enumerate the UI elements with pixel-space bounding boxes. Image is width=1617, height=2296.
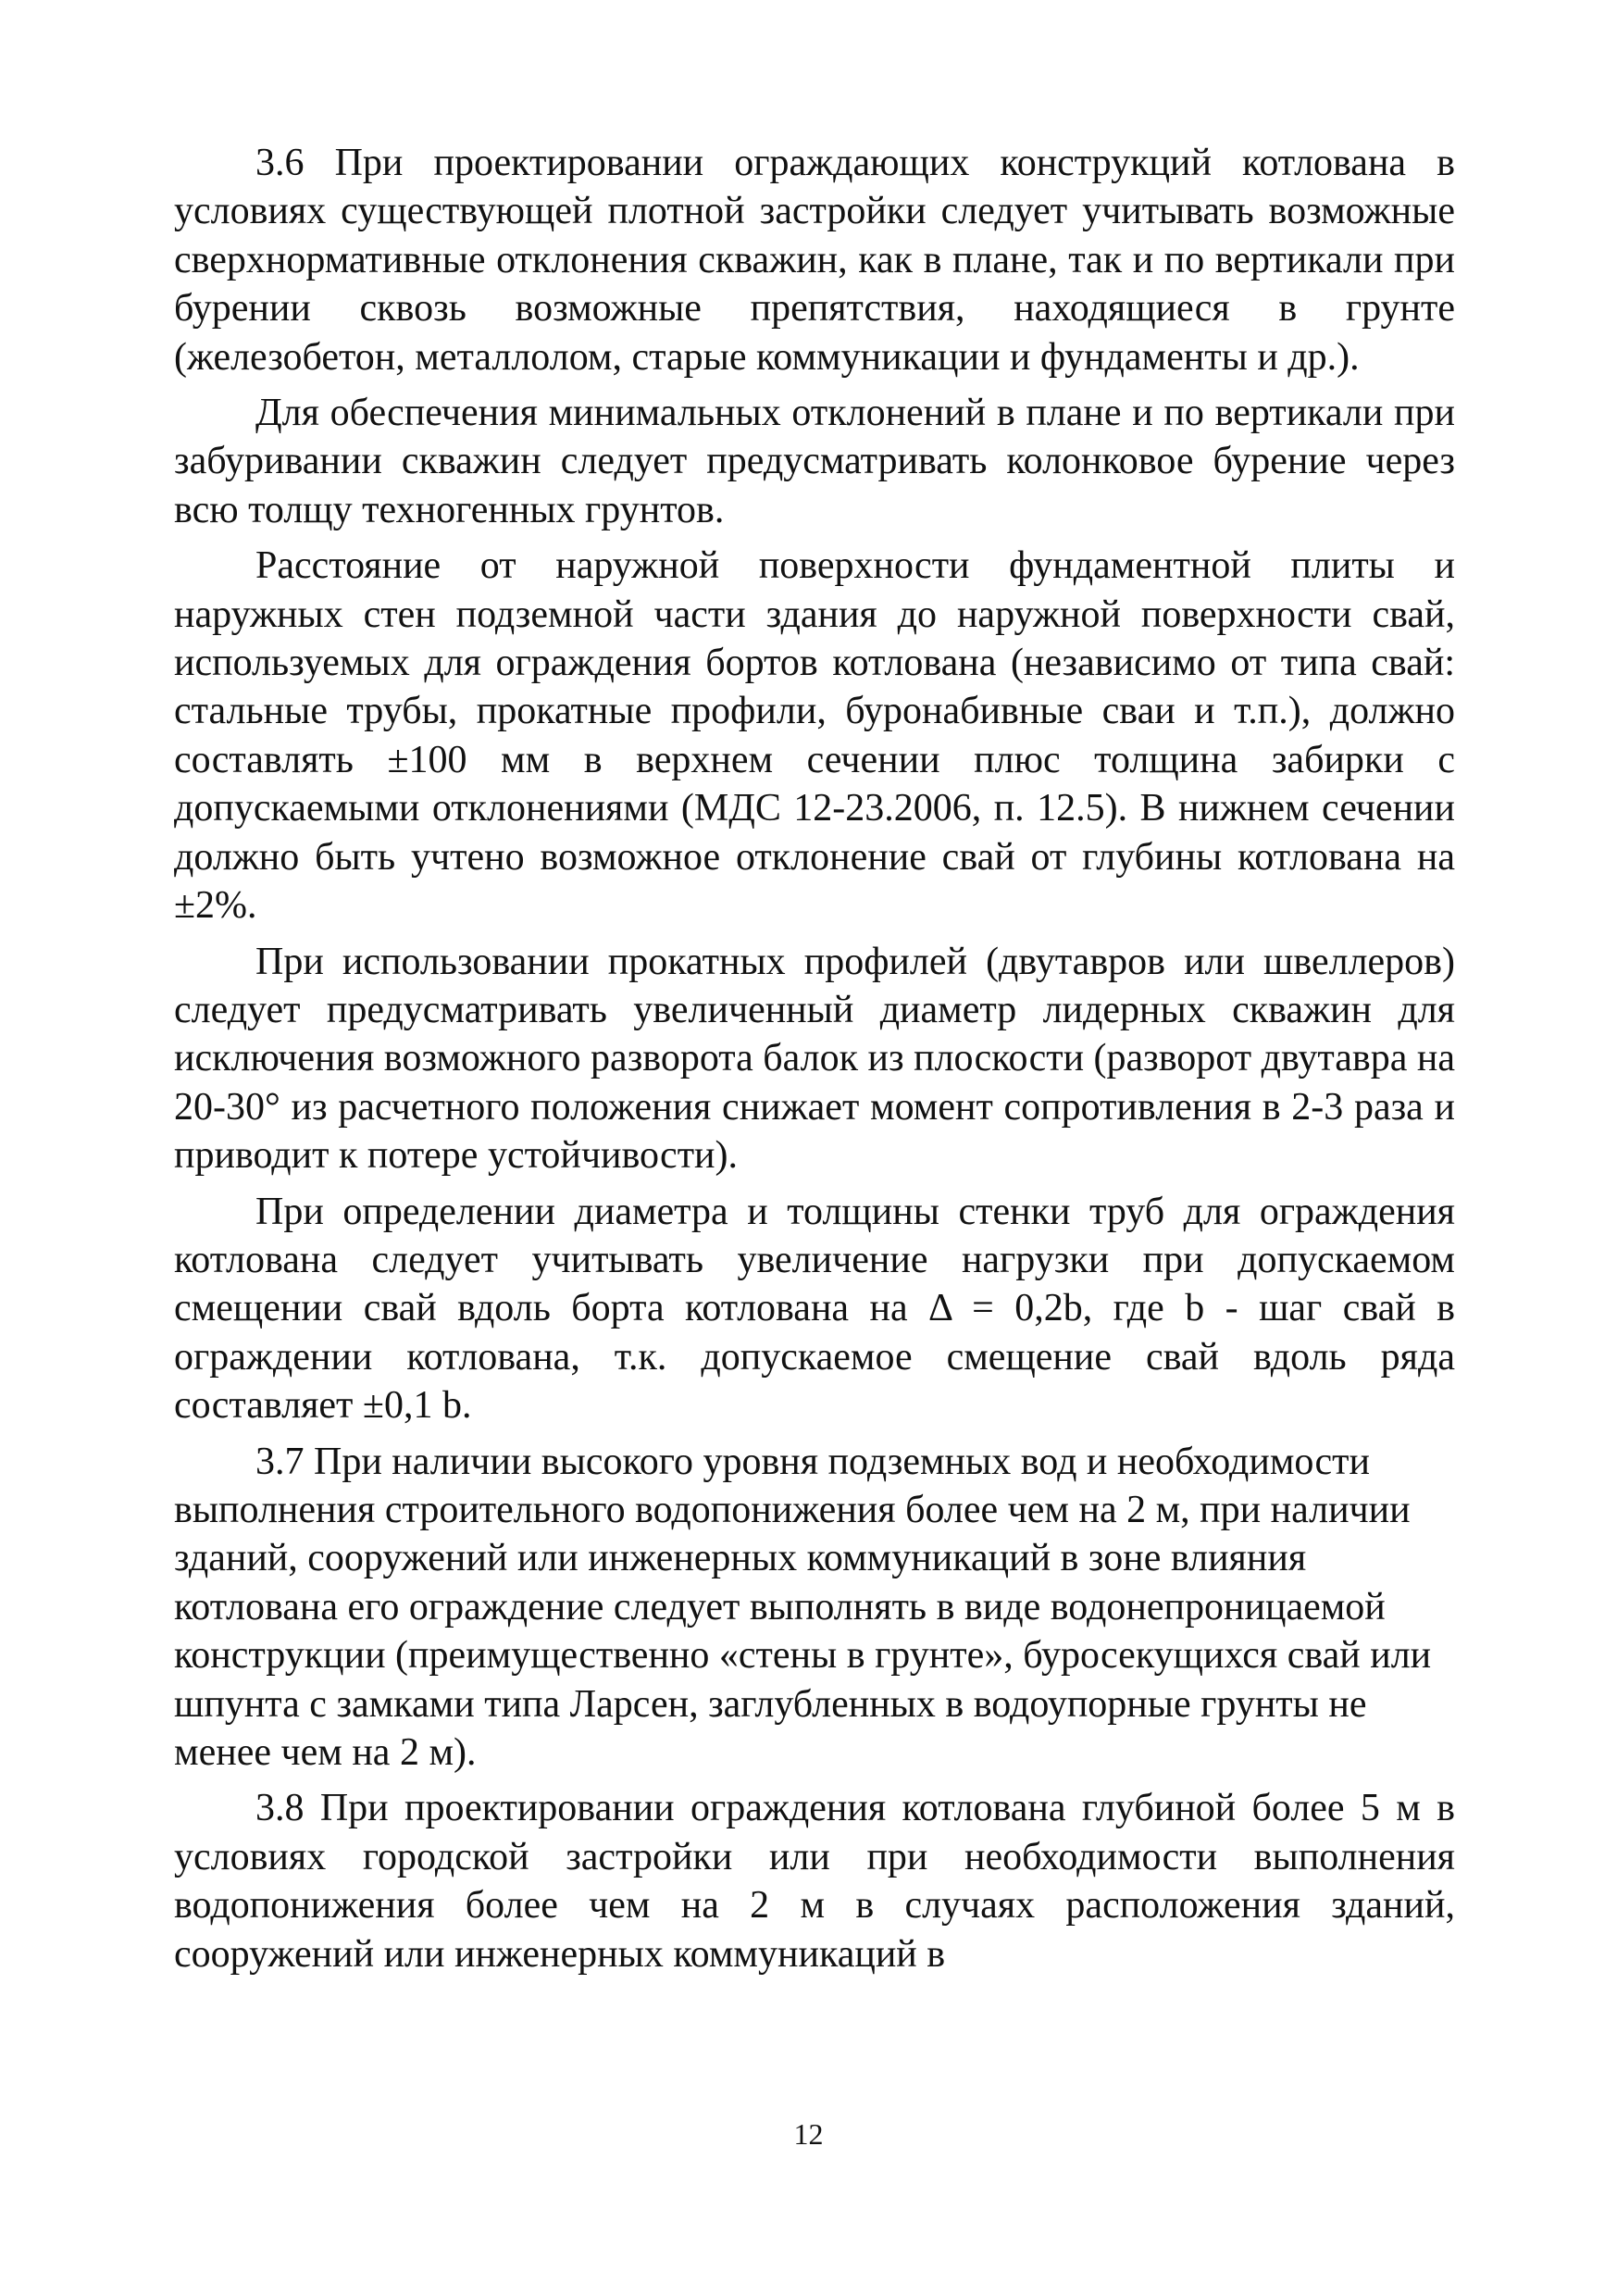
document-body	[174, 139, 1455, 1986]
paragraph-pipe-diameter: При определении диаметра и толщины стенки труб для ограждения котлована следует учитывать увеличение нагрузки при допускаемом смещении свай вдоль борта котлована на Δ = 0,2b, где b - шаг свай в ограждении котлована, т.к. допускаемое смещение свай вдоль ряда составляет ±0,1 b.	[174, 1190, 1455, 1428]
paragraph-3-8: 3.8 При проектировании ограждения котлована глубиной более 5 м в условиях городской застройки или при необходимости выполнения водопонижения более чем на 2 м в случаях расположения зданий, сооружений или инженерных коммуникаций в	[174, 1787, 1455, 1976]
paragraph-3-7: 3.7 При наличии высокого уровня подземных вод и необходимости выполнения строительного водопонижения более чем на 2 м, при наличии зданий, сооружений или инженерных коммуникаций в зоне влияния котлована его ограждение следует выполнять в виде водонепроницаемой конструкции (преимущественно «стены в грунте», буросекущихся свай или шпунта с замками типа Ларсен, заглубленных в водоупорные грунты не менее чем на 2 м).	[174, 1440, 1432, 1774]
paragraph-deviation-minimization: Для обеспечения минимальных отклонений в плане и по вертикали при забуривании скважин следует предусматривать колонковое бурение через всю толщу техногенных грунтов.	[174, 392, 1455, 531]
paragraph-3-6: 3.6 При проектировании ограждающих конструкций котлована в условиях существующей плотной застройки следует учитывать возможные сверхнормативные отклонения скважин, как в плане, так и по вертикали при бурении сквозь возможные препятствия, находящиеся в грунте (железобетон, металлолом, старые коммуникации и фундаменты и др.).	[174, 142, 1455, 379]
paragraph-rolled-profiles: При использовании прокатных профилей (двутавров или швеллеров) следует предусматривать увеличенный диаметр лидерных скважин для исключения возможного разворота балок из плоскости (разворот двутавра на 20-30° из расчетного положения снижает момент сопротивления в 2-3 раза и приводит к потере устойчивости).	[174, 940, 1455, 1178]
paragraph-pile-distance: Расстояние от наружной поверхности фундаментной плиты и наружных стен подземной части здания до наружной поверхности свай, используемых для ограждения бортов котлована (независимо от типа свай: стальные трубы, прокатные профили, буронабивные сваи и т.п.), должно составлять ±100 мм в верхнем сечении плюс толщина забирки с допускаемыми отклонениями (МДС 12-23.2006, п. 12.5). В нижнем сечении должно быть учтено возможное отклонение свай от глубины котлована на ±2%.	[174, 544, 1455, 928]
page-number: 12	[793, 2117, 824, 2151]
